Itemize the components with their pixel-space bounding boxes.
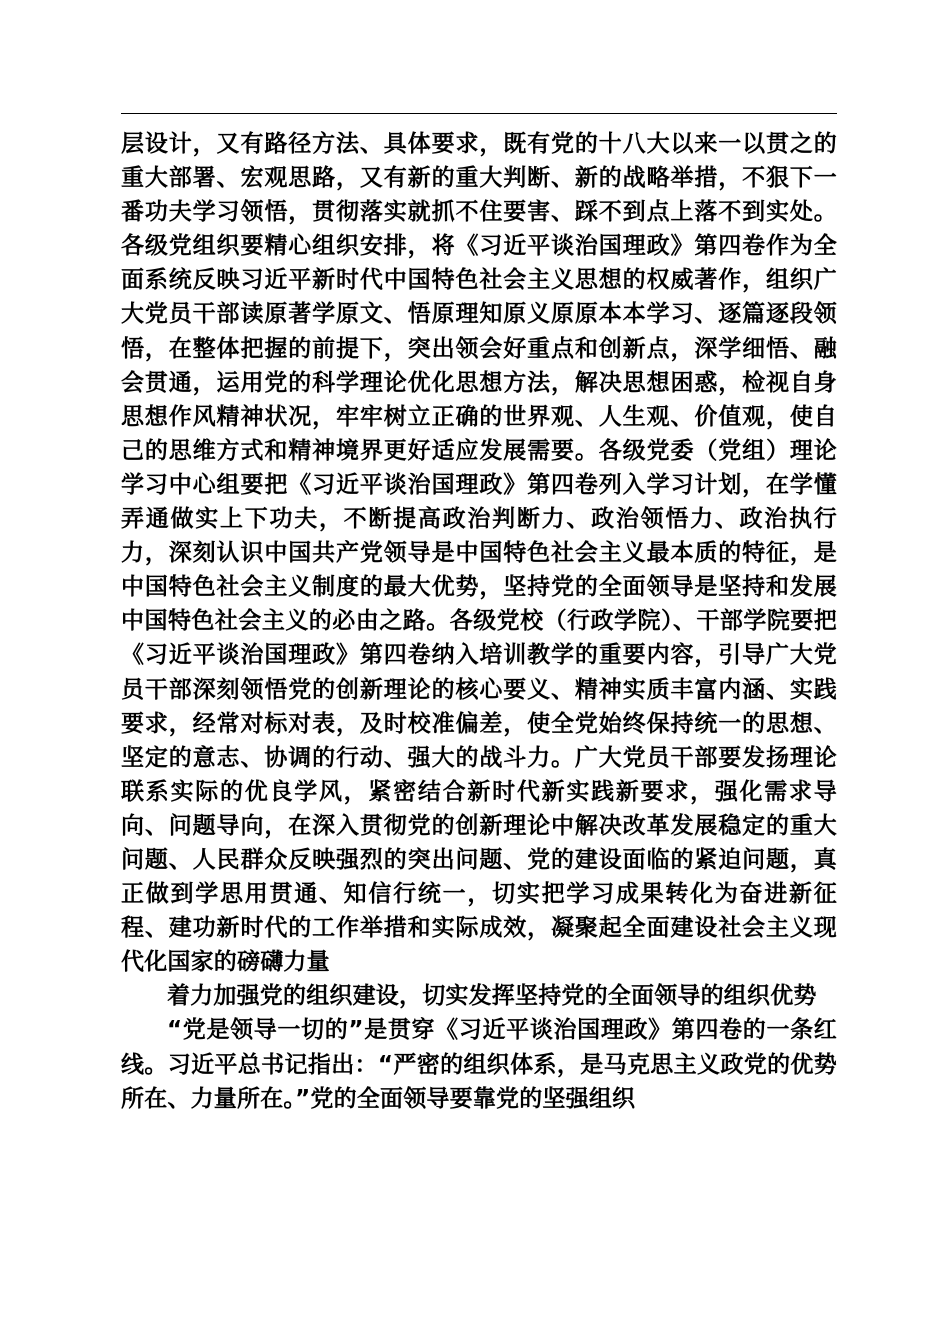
body-paragraph: “党是领导一切的”是贯穿《习近平谈治国理政》第四卷的一条红线。习近平总书记指出：“严密的组织体系，是马克思主义政党的优势所在、力量所在。”党的全面领导要靠党的坚强组织 xyxy=(121,1017,837,1112)
body-paragraph: 层设计，又有路径方法、具体要求，既有党的十八大以来一以贯之的重大部署、宏观思路，又有新的重大判断、新的战略举措，不狠下一番功夫学习领悟，贯彻落实就抓不住要害、踩不到点上落不到实处。各级党组织要精心组织安排，将《习近平谈治国理政》第四卷作为全面系统反映习近平新时代中国特色社会主义思想的权威著作，组织广大党员干部读原著学原文、悟原理知原义原原本本学习、逐篇逐段领悟，在整体把握的前提下，突出领会好重点和创新点，深学细悟、融会贯通，运用党的科学理论优化思想方法，解决思想困惑，检视自身思想作风精神状况，牢牢树立正确的世界观、人生观、价值观，使自己的思维方式和精神境界更好适应发展需要。各级党委（党组）理论学习中心组要把《习近平谈治国理政》第四卷列入学习计划，在学懂弄通做实上下功夫，不断提高政治判断力、政治领悟力、政治执行力，深刻认识中国共产党领导是中国特色社会主义最本质的特征，是中国特色社会主义制度的最大优势，坚持党的全面领导是坚持和发展中国特色社会主义的必由之路。各级党校（行政学院）、干部学院要把《习近平谈治国理政》第四卷纳入培训教学的重要内容，引导广大党员干部深刻领悟党的创新理论的核心要义、精神实质丰富内涵、实践要求，经常对标对表，及时校准偏差，使全党始终保持统一的思想、坚定的意志、协调的行动、强大的战斗力。广大党员干部要发扬理论联系实际的优良学风，紧密结合新时代新实践新要求，强化需求导向、问题导向，在深入贯彻党的创新理论中解决改革发展稳定的重大问题、人民群众反映强烈的突出问题、党的建设面临的紧迫问题，真正做到学思用贯通、知信行统一，切实把学习成果转化为奋进新征程、建功新时代的工作举措和实际成效，凝聚起全面建设社会主义现代化国家的磅礴力量 xyxy=(121,131,837,976)
document-body xyxy=(121,127,837,1116)
header-rule xyxy=(121,113,837,114)
section-heading: 着力加强党的组织建设，切实发挥坚持党的全面领导的组织优势 xyxy=(167,983,817,1010)
